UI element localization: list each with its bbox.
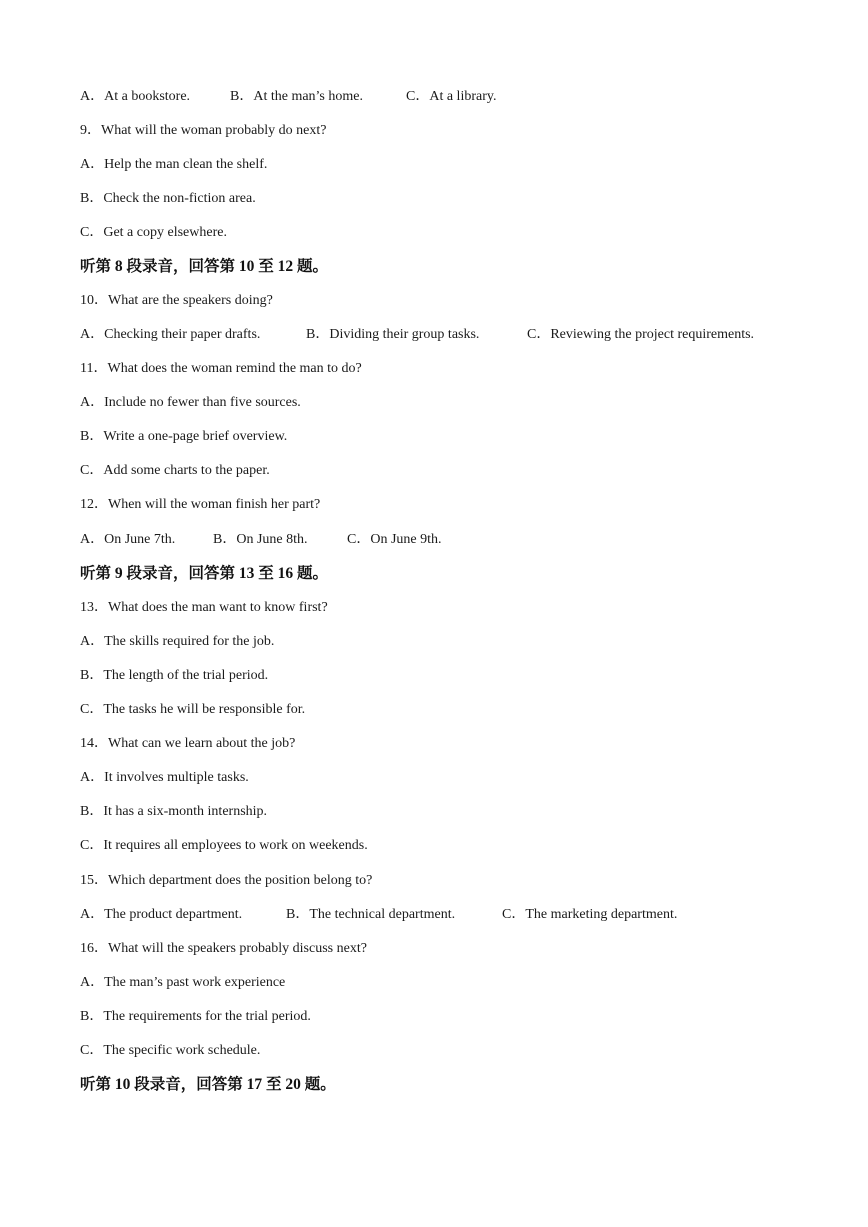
option-b: B．The requirements for the trial period.: [80, 1009, 311, 1024]
option-a: A．It involves multiple tasks.: [80, 770, 249, 785]
options-row-q8: [80, 87, 496, 107]
section-heading-10: 听第 10 段录音，回答第 17 至 20 题。: [80, 1076, 336, 1093]
question-11: 11．What does the woman remind the man to do?: [80, 361, 362, 376]
option-a: A．On June 7th.: [80, 532, 176, 547]
question-14: 14．What can we learn about the job?: [80, 736, 296, 751]
option-c: C．It requires all employees to work on weekends.: [80, 838, 368, 853]
option-a: A．Checking their paper drafts.: [80, 327, 261, 342]
option-c: C．At a library.: [406, 89, 497, 104]
option-c: C．Get a copy elsewhere.: [80, 225, 227, 240]
question-12: 12．When will the woman finish her part?: [80, 497, 321, 512]
option-a: A．The product department.: [80, 907, 243, 922]
question-13: 13．What does the man want to know first?: [80, 600, 328, 615]
option-c: C．Add some charts to the paper.: [80, 463, 270, 478]
options-row-q15: [80, 905, 677, 925]
options-row-q12: [80, 530, 442, 550]
option-a: A．Include no fewer than five sources.: [80, 395, 301, 410]
option-b: B．It has a six-month internship.: [80, 804, 268, 819]
option-a: A．At a bookstore.: [80, 89, 191, 104]
section-heading-9: 听第 9 段录音，回答第 13 至 16 题。: [80, 565, 329, 582]
option-b: B．Write a one-page brief overview.: [80, 429, 288, 444]
option-a: A．Help the man clean the shelf.: [80, 157, 268, 172]
options-row-q10: [80, 325, 754, 345]
question-10: 10．What are the speakers doing?: [80, 293, 273, 308]
option-b: B．At the man’s home.: [230, 89, 363, 104]
question-9: 9．What will the woman probably do next?: [80, 123, 327, 138]
option-c: C．Reviewing the project requirements.: [527, 327, 755, 342]
option-b: B．On June 8th.: [213, 532, 308, 547]
section-heading-8: 听第 8 段录音，回答第 10 至 12 题。: [80, 258, 329, 275]
option-c: C．The tasks he will be responsible for.: [80, 702, 306, 717]
option-c: C．The specific work schedule.: [80, 1043, 261, 1058]
option-b: B．The technical department.: [286, 907, 456, 922]
option-a: A．The man’s past work experience: [80, 975, 286, 990]
option-b: B．Check the non-fiction area.: [80, 191, 256, 206]
question-16: 16．What will the speakers probably discuss next?: [80, 941, 367, 956]
question-15: 15．Which department does the position belong to?: [80, 873, 373, 888]
option-c: C．The marketing department.: [502, 907, 678, 922]
option-b: B．Dividing their group tasks.: [306, 327, 480, 342]
option-a: A．The skills required for the job.: [80, 634, 275, 649]
option-b: B．The length of the trial period.: [80, 668, 269, 683]
option-c: C．On June 9th.: [347, 532, 442, 547]
